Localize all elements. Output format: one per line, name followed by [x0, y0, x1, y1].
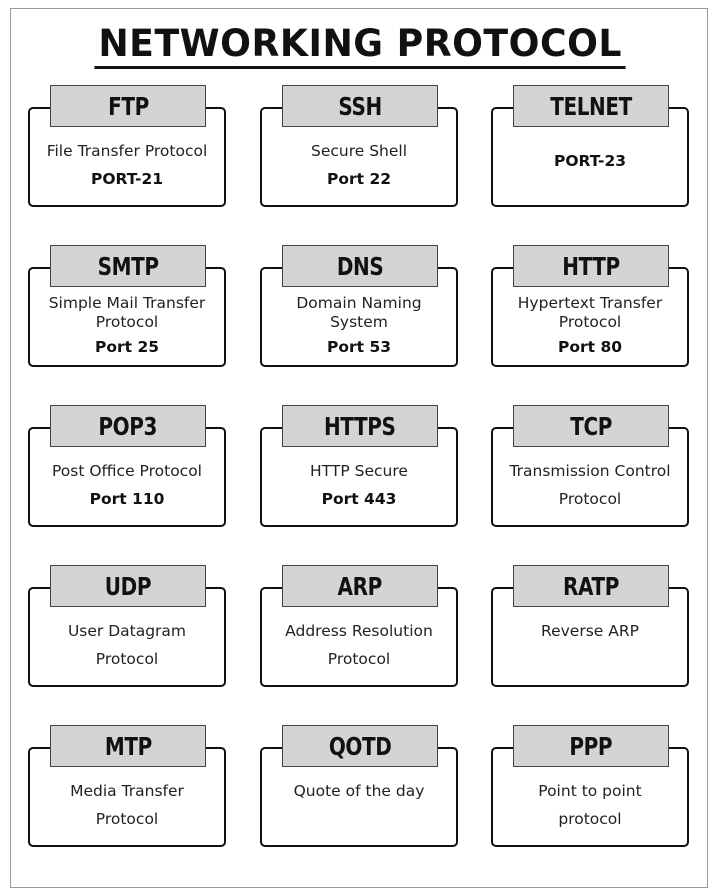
card-ftp-tab: [50, 85, 206, 127]
card-mtp-body: [30, 777, 224, 833]
card-smtp-desc-line2: Protocol: [95, 313, 159, 331]
card-ratp-name: RATP: [562, 571, 620, 601]
card-dns-body: [262, 294, 456, 362]
card-arp: [260, 571, 458, 687]
card-ppp-body: [493, 777, 687, 833]
card-http-desc-line2: Protocol: [558, 313, 622, 331]
card-ssh-port: Port 22: [326, 170, 392, 188]
card-udp: [28, 571, 226, 687]
card-http-name: HTTP: [562, 251, 620, 281]
card-https-desc: HTTP Secure: [310, 462, 408, 480]
card-ftp-name: FTP: [107, 91, 149, 121]
card-telnet-tab: [513, 85, 669, 127]
card-ratp: [491, 571, 689, 687]
card-mtp-desc-line1: Media Transfer: [70, 782, 184, 800]
card-ftp-body: [30, 137, 224, 193]
card-smtp-tab: [50, 245, 206, 287]
card-dns-tab: [282, 245, 438, 287]
card-pop3: [28, 411, 226, 527]
card-telnet-body: [493, 147, 687, 175]
card-tcp-desc-line1: Transmission Control: [509, 462, 671, 480]
card-pop3-tab: [50, 405, 206, 447]
card-ratp-tab: [513, 565, 669, 607]
card-ftp: [28, 91, 226, 207]
card-smtp-body: [30, 294, 224, 362]
card-ssh: [260, 91, 458, 207]
card-dns: [260, 251, 458, 367]
card-http-port: Port 80: [557, 338, 623, 356]
card-udp-name: UDP: [104, 571, 152, 601]
card-https-body: [262, 457, 456, 513]
card-mtp-tab: [50, 725, 206, 767]
card-pop3-name: POP3: [98, 411, 158, 441]
card-telnet: [491, 91, 689, 207]
card-smtp-port: Port 25: [94, 338, 160, 356]
card-ppp-desc-line2: protocol: [558, 810, 622, 828]
card-ppp-name: PPP: [569, 731, 613, 761]
card-arp-desc-line2: Protocol: [327, 650, 391, 668]
card-tcp: [491, 411, 689, 527]
card-ratp-body: [493, 617, 687, 645]
card-http-tab: [513, 245, 669, 287]
card-tcp-tab: [513, 405, 669, 447]
card-udp-desc-line2: Protocol: [95, 650, 159, 668]
card-http-desc-line1: Hypertext Transfer: [517, 294, 663, 312]
card-qotd-name: QOTD: [328, 731, 392, 761]
card-ppp-desc-line1: Point to point: [538, 782, 642, 800]
card-mtp-name: MTP: [104, 731, 152, 761]
card-ssh-tab: [282, 85, 438, 127]
card-https-port: Port 443: [321, 490, 397, 508]
card-udp-body: [30, 617, 224, 673]
card-http-body: [493, 294, 687, 362]
card-tcp-body: [493, 457, 687, 513]
card-telnet-name: TELNET: [550, 91, 632, 121]
card-https: [260, 411, 458, 527]
card-dns-port: Port 53: [326, 338, 392, 356]
card-arp-body: [262, 617, 456, 673]
page-title-wrap: [0, 22, 720, 69]
card-tcp-name: TCP: [570, 411, 612, 441]
card-ftp-port: PORT-21: [90, 170, 164, 188]
card-arp-desc-line1: Address Resolution: [285, 622, 433, 640]
card-ppp: [491, 731, 689, 847]
card-ssh-body: [262, 137, 456, 193]
card-https-tab: [282, 405, 438, 447]
card-pop3-port: Port 110: [89, 490, 165, 508]
card-dns-name: DNS: [336, 251, 384, 281]
page-title: NETWORKING PROTOCOL: [94, 22, 625, 69]
card-udp-desc-line1: User Datagram: [67, 622, 187, 640]
card-qotd-desc: Quote of the day: [293, 782, 425, 800]
card-ftp-desc: File Transfer Protocol: [46, 142, 208, 160]
card-ssh-desc: Secure Shell: [310, 142, 408, 160]
card-udp-tab: [50, 565, 206, 607]
card-smtp-desc-line1: Simple Mail Transfer: [48, 294, 206, 312]
card-mtp: [28, 731, 226, 847]
card-qotd-body: [262, 777, 456, 805]
card-tcp-desc-line2: Protocol: [558, 490, 622, 508]
card-dns-desc-line1: Domain Naming: [296, 294, 422, 312]
card-dns-desc-line2: System: [330, 313, 388, 331]
card-smtp-name: SMTP: [97, 251, 159, 281]
card-arp-tab: [282, 565, 438, 607]
card-qotd-tab: [282, 725, 438, 767]
card-qotd: [260, 731, 458, 847]
card-pop3-body: [30, 457, 224, 513]
card-mtp-desc-line2: Protocol: [95, 810, 159, 828]
card-https-name: HTTPS: [324, 411, 396, 441]
card-arp-name: ARP: [337, 571, 383, 601]
card-http: [491, 251, 689, 367]
card-pop3-desc: Post Office Protocol: [52, 462, 202, 480]
card-smtp: [28, 251, 226, 367]
card-ssh-name: SSH: [338, 91, 382, 121]
card-ppp-tab: [513, 725, 669, 767]
card-telnet-port: PORT-23: [553, 152, 627, 170]
card-ratp-desc: Reverse ARP: [541, 622, 639, 640]
